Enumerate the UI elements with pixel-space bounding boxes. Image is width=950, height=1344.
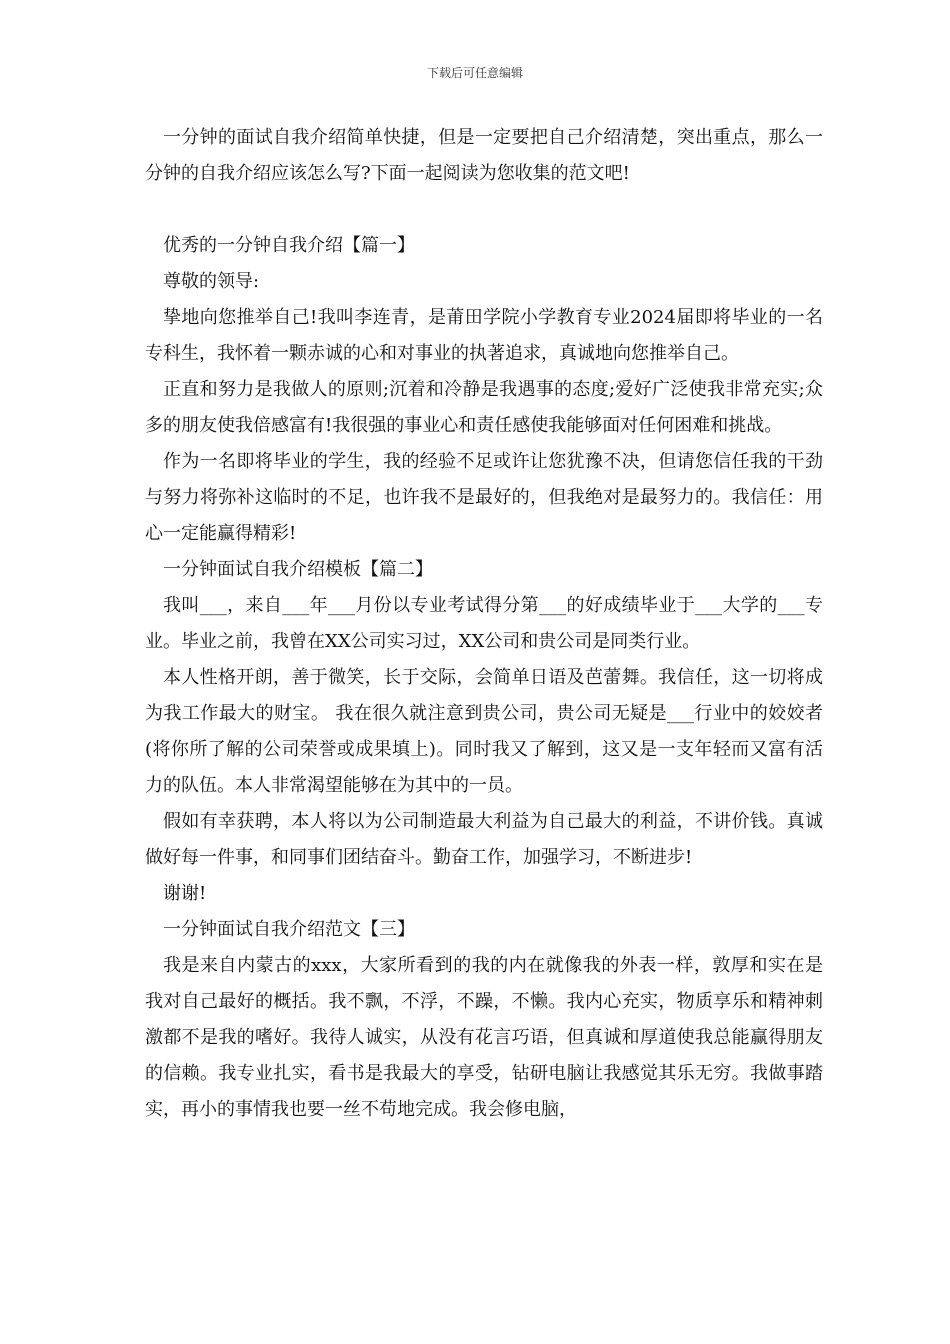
section-2-paragraph: 本人性格开朗，善于微笑，长于交际，会简单日语及芭蕾舞。我信任，这一切将成为我工作最大的财宝。 我在很久就注意到贵公司，贵公司无疑是___行业中的姣姣者(将你所了解的公司荣誉或成果填上)。同时我又了解到，这又是一支年轻而又富有活力的队伍。本人非常渴望能够在为其中的一员。 — [145, 667, 823, 796]
section-1-paragraph: 作为一名即将毕业的学生，我的经验不足或许让您犹豫不决，但请您信任我的干劲与努力将弥补这临时的不足，也许我不是最好的，但我绝对是最努力的。我信任：用心一定能赢得精彩! — [145, 451, 823, 544]
intro-paragraph: 一分钟的面试自我介绍简单快捷，但是一定要把自己介绍清楚，突出重点，那么一分钟的自我介绍应该怎么写?下面一起阅读为您收集的范文吧! — [145, 127, 823, 184]
section-1-salutation: 尊敬的领导: — [163, 271, 260, 292]
intro-block — [145, 120, 823, 192]
section-2-title: 一分钟面试自我介绍模板【篇二】 — [163, 559, 433, 580]
header-note: 下载后可任意编辑 — [426, 66, 523, 80]
section-2-closing: 谢谢! — [163, 883, 207, 904]
document-body — [145, 228, 823, 1128]
section-2-paragraph: 假如有幸获聘，本人将以为公司制造最大利益为自己最大的利益，不讲价钱。真诚做好每一件事，和同事们团结奋斗。勤奋工作，加强学习，不断进步! — [145, 811, 823, 868]
section-1-paragraph: 挚地向您推举自己!我叫李连青，是莆田学院小学教育专业2024届即将毕业的一名专科生，我怀着一颗赤诚的心和对事业的执著追求，真诚地向您推举自己。 — [145, 307, 823, 364]
section-3-paragraph: 我是来自内蒙古的xxx，大家所看到的我的内在就像我的外表一样，敦厚和实在是我对自己最好的概括。我不飘，不浮，不躁，不懒。我内心充实，物质享乐和精神刺激都不是我的嗜好。我待人诚实，从没有花言巧语，但真诚和厚道使我总能赢得朋友的信赖。我专业扎实，看书是我最大的享受，钻研电脑让我感觉其乐无穷。我做事踏实，再小的事情我也要一丝不苟地完成。我会修电脑， — [145, 955, 823, 1120]
section-1-title: 优秀的一分钟自我介绍【篇一】 — [163, 235, 415, 256]
section-1-paragraph: 正直和努力是我做人的原则;沉着和冷静是我遇事的态度;爱好广泛使我非常充实;众多的朋友使我倍感富有!我很强的事业心和责任感使我能够面对任何困难和挑战。 — [145, 379, 823, 436]
section-2-paragraph: 我叫___，来自___年___月份以专业考试得分第___的好成绩毕业于___大学的___专业。毕业之前，我曾在XX公司实习过，XX公司和贵公司是同类行业。 — [145, 595, 823, 652]
section-3-title: 一分钟面试自我介绍范文【三】 — [163, 919, 415, 940]
